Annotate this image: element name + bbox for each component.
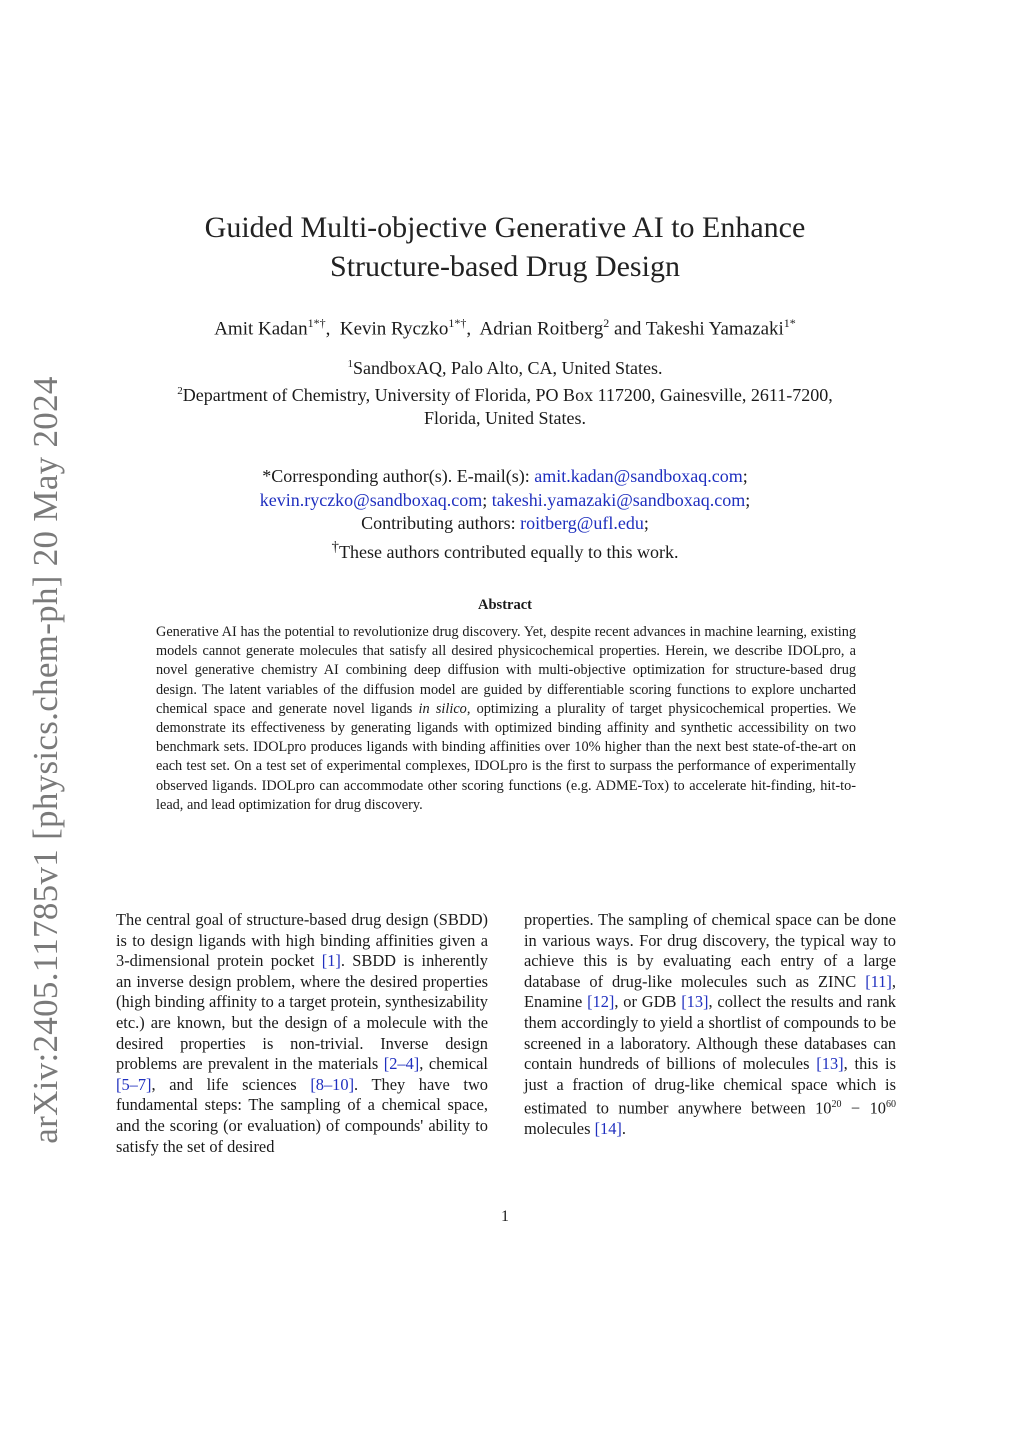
body-text: , or GDB (614, 992, 682, 1012)
email-link-takeshi[interactable]: takeshi.yamazaki@sandboxaq.com (491, 489, 746, 510)
body-text: . SBDD is inherently an inverse design problem, where the desired properties (high binding affinity to a target protein, synthesizability etc.) are known, but the design of a molecule with the desired properties is non-trivial. Inverse design problems are prevalent in the materials (116, 951, 488, 1074)
dagger-mark: † (331, 538, 340, 555)
author-name: Adrian Roitberg (479, 318, 604, 340)
email-link-roitberg[interactable]: roitberg@ufl.edu (520, 513, 644, 533)
citation-link[interactable]: [2–4] (383, 1054, 420, 1074)
corr-line-2: kevin.ryczko@sandboxaq.com; takeshi.yamazaki@sandboxaq.com; (259, 489, 751, 510)
equal-contribution-note: These authors contributed equally to this work. (339, 541, 679, 562)
body-text: . (621, 1119, 626, 1139)
body-text: , Enamine (524, 971, 896, 1012)
citation-link[interactable]: [12] (587, 992, 615, 1012)
page-number: 1 (501, 1208, 509, 1225)
email-link-amit[interactable]: amit.kadan@sandboxaq.com (534, 466, 743, 486)
paper-title (0, 208, 1010, 286)
author-marks: 1* (783, 316, 796, 330)
abstract-part: , optimizing a plurality of target physicochemical properties. We demonstrate its effectiveness by generating ligands with optimized binding affinity and synthetic accessibility on two benchmark sets. IDOLpro produces ligands with binding affinities over 10% higher than the next best state-of-the-art on each test set. On a test set of experimental complexes, IDOLpro is the first to surpass the performance of experimentally observed ligands. IDOLpro can accommodate other scoring functions (e.g. ADME-Tox) to accelerate hit-finding, hit-to-lead, and lead optimization for drug discovery. (156, 700, 857, 813)
affiliation-1 (0, 353, 1010, 380)
affiliation-text: Department of Chemistry, University of Florida, PO Box 117200, Gainesville, 2611-7200, (182, 385, 833, 405)
body-text: , collect the results and rank them accordingly to yield a shortlist of compounds to be screened in a laboratory. Although these databases can contain hundreds of billions of molecules (524, 992, 896, 1074)
author-separator: , (466, 318, 472, 340)
body-text: . They have two fundamental steps: The sampling of a chemical space, and the scoring (or evaluation) of compounds' ability to satisfy the set of desired (116, 1074, 488, 1156)
citation-link[interactable]: [13] (816, 1054, 844, 1074)
author-name: Kevin Ryczko (339, 318, 449, 340)
body-text: − 10 (841, 1098, 886, 1118)
affiliation-mark: 2 (177, 385, 183, 397)
corr-line-4 (0, 536, 1010, 565)
affiliation-2-cont: Florida, United States. (424, 408, 586, 428)
affiliation-2 (0, 380, 1010, 407)
body-text: molecules (524, 1119, 595, 1139)
body-column-left (116, 910, 488, 1157)
citation-link[interactable]: [14] (594, 1119, 622, 1139)
affiliations (0, 353, 1010, 430)
abstract-text (156, 623, 856, 815)
affiliation-text: SandboxAQ, Palo Alto, CA, United States. (353, 358, 663, 378)
email-link-kevin[interactable]: kevin.ryczko@sandboxaq.com (259, 489, 483, 510)
author-marks: 1*† (448, 316, 467, 330)
citation-link[interactable]: [11] (865, 971, 892, 991)
title-line-1: Guided Multi-objective Generative AI to Enhance (204, 211, 806, 244)
body-text: The central goal of structure-based drug design (SBDD) is to design ligands with high binding affinities given a 3-dimensional protein pocket (116, 910, 488, 971)
body-text: , this is just a fraction of drug-like chemical space which is estimated to number anywhere between 10 (524, 1054, 896, 1118)
author-name: Amit Kadan (214, 318, 308, 340)
author-separator: , (325, 318, 331, 340)
abstract-part: Generative AI has the potential to revolutionize drug discovery. Yet, despite recent advances in machine learning, existing models cannot generate molecules that satisfy all desired physicochemical properties. Herein, we describe IDOLpro, a novel generative chemistry AI combining deep diffusion with multi-objective optimization for structure-based drug design. The latent variables of the diffusion model are guided by differentiable scoring functions to explore uncharted chemical space and generate novel ligands (156, 624, 856, 717)
corr-line-3: Contributing authors: roitberg@ufl.edu; (361, 513, 649, 533)
citation-link[interactable]: [8–10] (310, 1074, 355, 1094)
citation-link[interactable]: [13] (681, 992, 709, 1012)
abstract-italic: in silico (418, 700, 467, 717)
author-and: and (613, 318, 642, 340)
arxiv-side-stamp: arXiv:2405.11785v1 [physics.chem-ph] 20 May 2024 (26, 376, 65, 1144)
affiliation-mark: 1 (347, 358, 353, 370)
citation-link[interactable]: [1] (321, 951, 341, 971)
correspondence (0, 465, 1010, 564)
corr-prefix: *Corresponding author(s). E-mail(s): (262, 466, 530, 486)
contrib-prefix: Contributing authors: (361, 513, 516, 533)
exponent: 20 (831, 1099, 842, 1111)
body-column-right (524, 910, 896, 1140)
author-name: Takeshi Yamazaki (645, 318, 784, 340)
corr-line-1: *Corresponding author(s). E-mail(s): amit.kadan@sandboxaq.com; (262, 466, 748, 486)
body-text: properties. The sampling of chemical space can be done in various ways. For drug discovery, the typical way to achieve this is by evaluating each entry of a large database of drug-like molecules such as ZINC (524, 910, 896, 991)
abstract-heading: Abstract (478, 597, 532, 613)
body-text: , chemical (419, 1054, 488, 1074)
citation-link[interactable]: [5–7] (116, 1074, 152, 1094)
title-line-2: Structure-based Drug Design (330, 250, 680, 283)
author-marks: 1*† (307, 316, 326, 330)
author-list (0, 316, 1010, 340)
author-marks: 2 (603, 316, 610, 330)
exponent: 60 (885, 1099, 896, 1111)
body-text: , and life sciences (151, 1074, 311, 1094)
